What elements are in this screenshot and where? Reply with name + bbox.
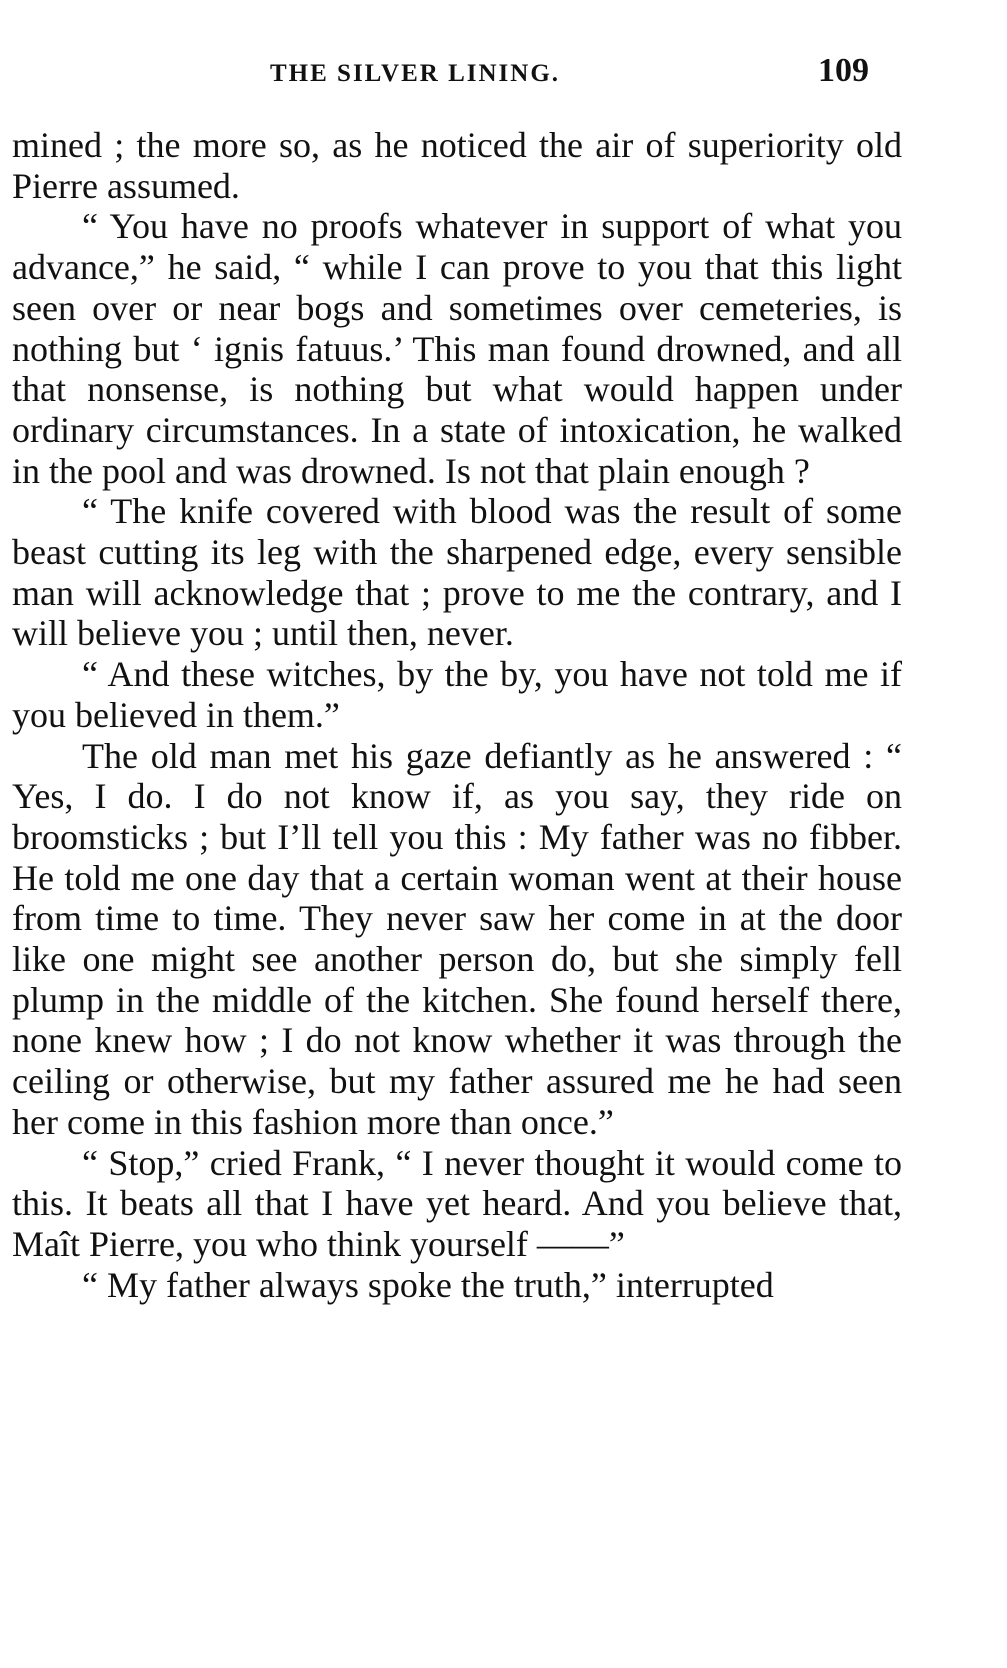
page-number: 109 [818,52,869,89]
paragraph-5: The old man met his gaze defiantly as he answered : “ Yes, I do. I do not know if, as you say, they ride on broomsticks ; but I’ll tell you this : My father was no fibber. He told me one day that a certain woman went at their house from time to time. They never saw her come in at the door like one might see another person do, but she simply fell plump in the middle of the kitchen. She found herself there, none knew how ; I do not know whether it was through the ceiling or otherwise, but my father assured me he had seen her come in this fashion more than once.” [12,735,902,1142]
paragraph-7: “ My father always spoke the truth,” interrupted [82,1264,774,1305]
paragraph-4: “ And these witches, by the by, you have not told me if you believed in them.” [12,654,902,735]
paragraph-1: mined ; the more so, as he noticed the air of superiority old Pierre assumed. [12,125,902,206]
page-header [0,48,1007,98]
paragraph-6: “ Stop,” cried Frank, “ I never thought it would come to this. It beats all that I have yet heard. And you believe that, Maît Pierre, you who think yourself ——” [12,1142,902,1264]
paragraph-3: “ The knife covered with blood was the result of some beast cutting its leg with the sharpened edge, every sensible man will acknowledge that ; prove to me the contrary, and I will believe you ; until then, never. [12,491,902,654]
body-text [12,125,902,1305]
running-title: THE SILVER LINING. [270,60,561,87]
paragraph-2: “ You have no proofs whatever in support of what you advance,” he said, “ while I can prove to you that this light seen over or near bogs and sometimes over cemeteries, is nothing but ‘ ignis fatuus.’ This man found drowned, and all that nonsense, is nothing but what would happen under ordinary circumstances. In a state of intoxication, he walked in the pool and was drowned. Is not that plain enough ? [12,206,902,491]
